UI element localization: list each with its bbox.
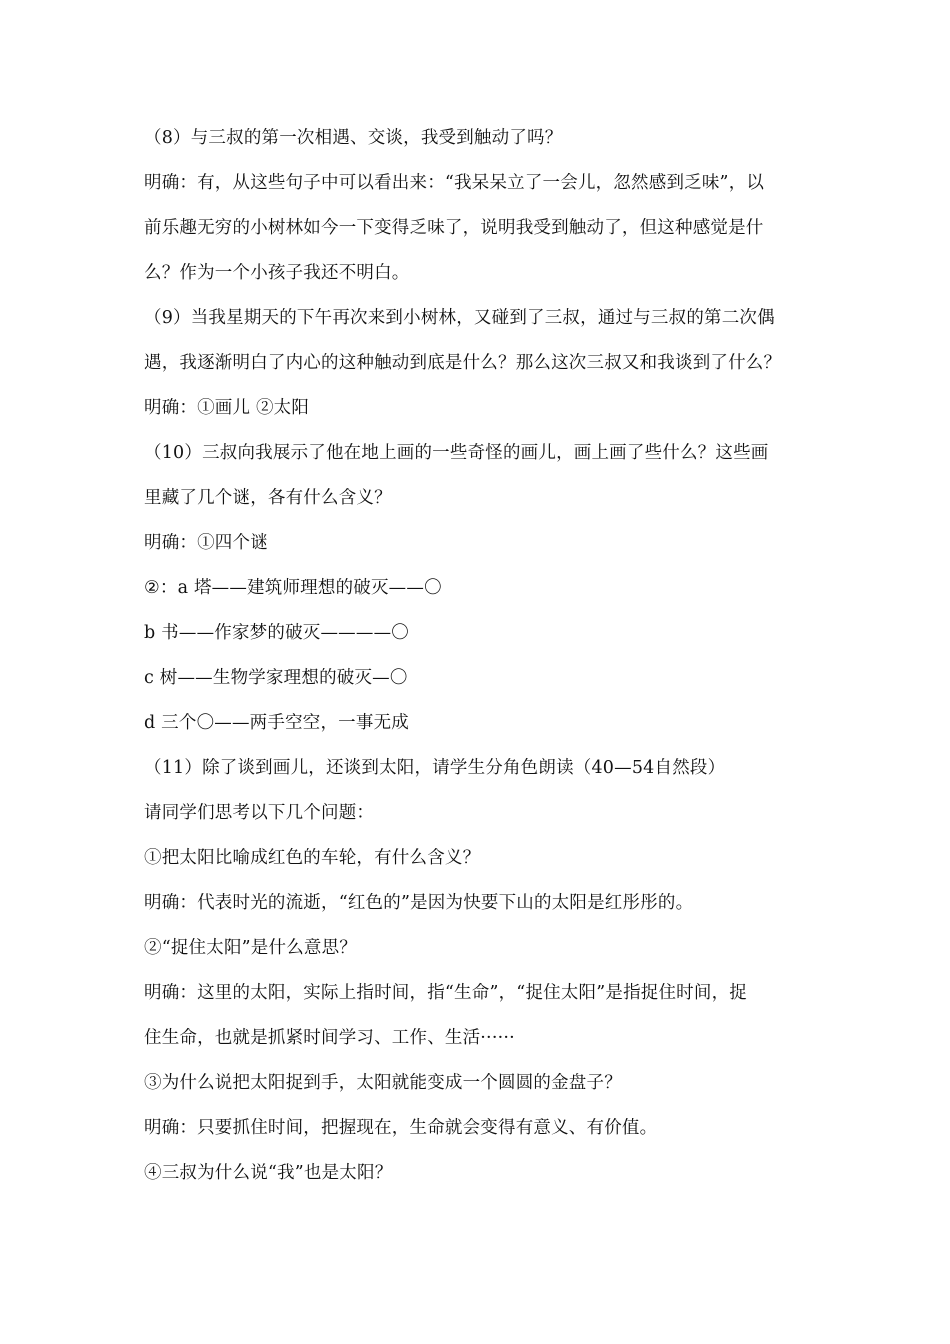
- paragraph-question-10-line-2: 里藏了几个谜，各有什么含义？: [144, 488, 392, 508]
- paragraph-question-9-line-2: 遇，我逐渐明白了内心的这种触动到底是什么？那么这次三叔又和我谈到了什么？: [144, 353, 782, 373]
- list-item-riddle-a: ②：a 塔——建筑师理想的破灭——〇: [144, 578, 442, 598]
- paragraph-question-11: （11）除了谈到画儿，还谈到太阳，请学生分角色朗读（40—54自然段）: [144, 758, 726, 778]
- list-item-riddle-d: d 三个〇——两手空空，一事无成: [144, 713, 409, 733]
- paragraph-answer-8-line-2: 前乐趣无穷的小树林如今一下变得乏味了，说明我受到触动了，但这种感觉是什: [144, 218, 764, 238]
- document-body: [144, 124, 834, 1204]
- list-item-answer-2-line-2: 住生命，也就是抓紧时间学习、工作、生活······: [144, 1028, 515, 1048]
- paragraph-question-8: （8）与三叔的第一次相遇、交谈，我受到触动了吗？: [144, 128, 563, 148]
- paragraph-answer-9: 明确：①画儿 ②太阳: [144, 398, 310, 418]
- paragraph-question-9-line-1: （9）当我星期天的下午再次来到小树林，又碰到了三叔，通过与三叔的第二次偶: [144, 308, 775, 328]
- paragraph-answer-10: 明确：①四个谜: [144, 533, 268, 553]
- list-item-question-2: ②“捉住太阳”是什么意思？: [144, 938, 357, 958]
- paragraph-answer-8-line-1: 明确：有，从这些句子中可以看出来：“我呆呆立了一会儿，忽然感到乏味”，以: [144, 173, 765, 193]
- list-item-riddle-c: c 树——生物学家理想的破灭—〇: [144, 668, 408, 688]
- paragraph-answer-8-line-3: 么？作为一个小孩子我还不明白。: [144, 263, 410, 283]
- list-item-answer-3: 明确：只要抓住时间，把握现在，生命就会变得有意义、有价值。: [144, 1118, 658, 1138]
- list-item-riddle-b: b 书——作家梦的破灭————〇: [144, 623, 409, 643]
- list-item-answer-1: 明确：代表时光的流逝，“红色的”是因为快要下山的太阳是红彤彤的。: [144, 893, 694, 913]
- list-item-question-4: ④三叔为什么说“我”也是太阳？: [144, 1163, 393, 1183]
- list-item-question-1: ①把太阳比喻成红色的车轮，有什么含义？: [144, 848, 481, 868]
- paragraph-prompt: 请同学们思考以下几个问题：: [144, 803, 375, 823]
- list-item-answer-2-line-1: 明确：这里的太阳，实际上指时间，指“生命”，“捉住太阳”是指捉住时间，捉: [144, 983, 747, 1003]
- list-item-question-3: ③为什么说把太阳捉到手，太阳就能变成一个圆圆的金盘子？: [144, 1073, 622, 1093]
- paragraph-question-10-line-1: （10）三叔向我展示了他在地上画的一些奇怪的画儿，画上画了些什么？这些画: [144, 443, 769, 463]
